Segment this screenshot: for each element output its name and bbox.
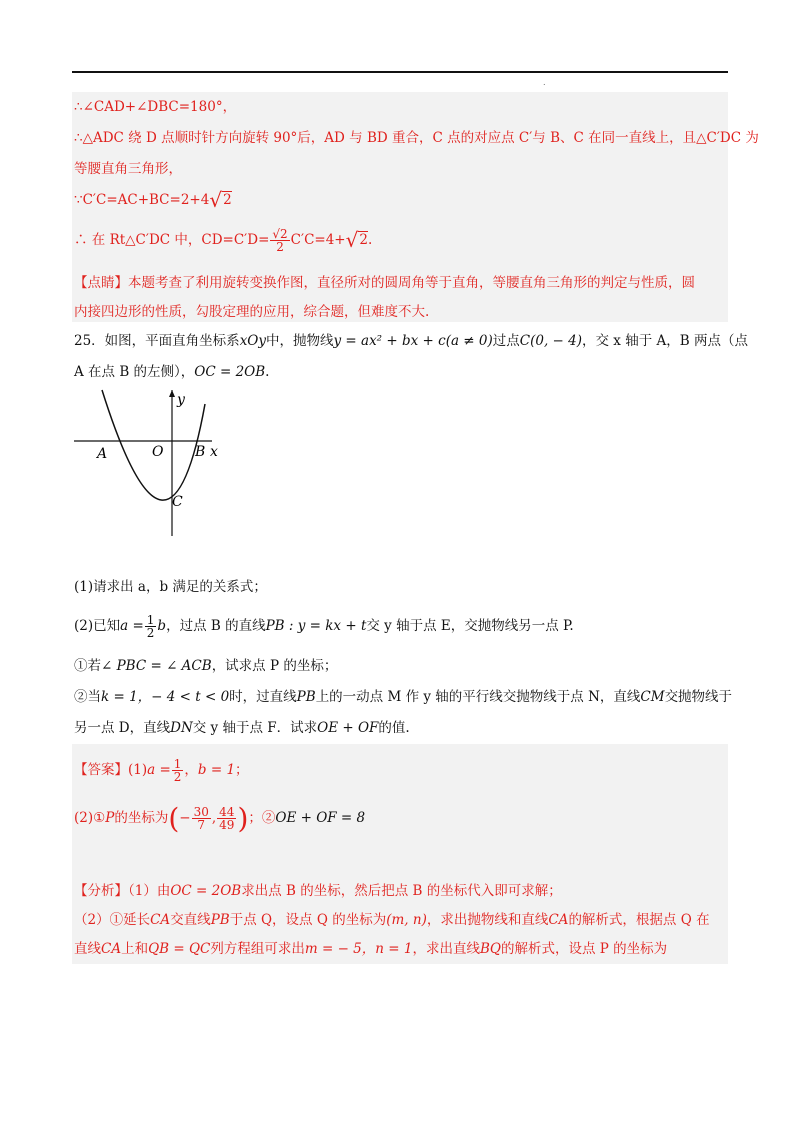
- comment-tag: 【点睛】: [74, 275, 128, 291]
- solution-text: ∴∠CAD+∠DBC=180°，: [74, 99, 237, 115]
- math: b: [157, 618, 167, 634]
- solution-line-4: [74, 189, 232, 211]
- label-o: O: [152, 444, 164, 460]
- fraction-denominator: 2: [173, 770, 182, 784]
- math: C(0, − 4): [519, 333, 582, 349]
- problem-text: .: [265, 364, 270, 380]
- label-a: A: [97, 446, 108, 462]
- math: PB: [210, 912, 230, 928]
- solution-text: ∴ 在 Rt△C′DC 中，CD=C′D=: [74, 232, 270, 248]
- fraction-numerator: 1: [146, 613, 155, 627]
- analysis-text: 上和: [121, 941, 149, 957]
- answer-line-1: [74, 758, 249, 783]
- fraction: [270, 228, 289, 253]
- solution-line-3: [74, 158, 182, 180]
- analysis-text: ，求出抛物线和直线: [426, 912, 549, 928]
- question-text: 上的一动点 M 作 y 轴的平行线交抛物线于点 N，直线: [315, 689, 641, 705]
- question-2-part-2: [74, 686, 732, 708]
- fraction-numerator: 44: [219, 805, 235, 819]
- question-text: (2)已知: [74, 618, 121, 634]
- minus-sign: −: [179, 810, 191, 826]
- solution-text: ∴△ADC 绕 D 点顺时针方向旋转 90°后，AD 与 BD 重合，C 点的对应点 C′与 B、C 在同一直线上，且△C′DC 为: [74, 130, 759, 146]
- math: b = 1: [197, 762, 236, 778]
- question-text: 的值.: [378, 720, 410, 736]
- answer-text: 的坐标为: [114, 810, 169, 826]
- comment-text: 内接四边形的性质，勾股定理的应用，综合题，但难度不大.: [74, 304, 430, 320]
- question-text: 交抛物线于: [664, 689, 733, 705]
- sqrt-sign: √: [209, 188, 223, 212]
- math: a =: [120, 618, 144, 634]
- solution-line-2: [74, 127, 759, 149]
- math: OC = 2OB: [170, 883, 242, 899]
- problem-text: A 在点 B 的左侧），: [74, 364, 195, 380]
- analysis-text: ，求出直线: [412, 941, 480, 957]
- math: xOy: [239, 333, 266, 349]
- fraction-denominator: 7: [197, 818, 206, 832]
- solution-line-1: [74, 96, 236, 118]
- analysis-text: 求出点 B 的坐标，然后把点 B 的坐标代入即可求解；: [241, 883, 562, 899]
- math: k = 1，− 4 < t < 0: [101, 689, 230, 705]
- math: BQ: [479, 941, 501, 957]
- label-x: x: [210, 444, 218, 460]
- comma: ,: [211, 810, 217, 826]
- sqrt-radicand: 2: [223, 192, 232, 208]
- label-y: y: [177, 392, 185, 408]
- question-text: ②当: [74, 689, 101, 705]
- fraction: [217, 806, 236, 831]
- math: QB = QC: [148, 941, 211, 957]
- question-text: 另一点 D，直线: [74, 720, 171, 736]
- fraction: [172, 758, 184, 783]
- analysis-text: （1）由: [128, 883, 171, 899]
- comment-text: 本题考查了利用旋转变换作图，直径所对的圆周角等于直角，等腰直角三角形的判定与性质，圆: [128, 275, 695, 291]
- header-mark: .: [543, 78, 546, 87]
- comment-line-2: [74, 301, 429, 323]
- y-axis-arrow: [169, 390, 175, 397]
- analysis-text: 的解析式，根据点 Q 在: [568, 912, 710, 928]
- answer-line-2: [74, 802, 366, 835]
- fraction: [145, 614, 157, 639]
- math: CA: [548, 912, 569, 928]
- answer-text: (2)①: [74, 810, 106, 826]
- question-2-part-1: [74, 655, 337, 677]
- problem-text: 25．如图，平面直角坐标系: [74, 333, 240, 349]
- fraction-numerator: √2: [272, 227, 288, 241]
- problem-text: 过点: [492, 333, 520, 349]
- analysis-text: 于点 Q，设点 Q 的坐标为: [229, 912, 387, 928]
- analysis-tag: 【分析】: [74, 883, 128, 899]
- header-rule: [72, 71, 728, 73]
- analysis-text: 交直线: [170, 912, 211, 928]
- problem-text: ，交 x 轴于 A，B 两点（点: [582, 333, 748, 349]
- fraction-denominator: 49: [219, 818, 235, 832]
- parabola-figure: [72, 388, 232, 538]
- math: DN: [170, 720, 193, 736]
- analysis-text: （2）①延长: [74, 912, 151, 928]
- math: OE + OF: [317, 720, 379, 736]
- solution-text: 等腰直角三角形，: [74, 161, 182, 177]
- analysis-line-2: [74, 909, 710, 931]
- math: PB : y = kx + t: [265, 618, 367, 634]
- answer-tag: 【答案】: [74, 762, 128, 778]
- problem-line-1: [74, 330, 748, 352]
- answer-text: ，: [184, 762, 198, 778]
- math: CA: [150, 912, 171, 928]
- fraction-denominator: 2: [276, 240, 284, 254]
- math: OC = 2OB: [194, 364, 266, 380]
- question-text: 交 y 轴于点 E，交抛物线另一点 P.: [366, 618, 574, 634]
- answer-text: ；②: [248, 810, 276, 826]
- analysis-text: 的解析式，设点 P 的坐标为: [500, 941, 668, 957]
- question-text: 交 y 轴于点 F．试求: [192, 720, 318, 736]
- math: CM: [640, 689, 665, 705]
- solution-line-5: [74, 228, 372, 253]
- comment-line-1: [74, 272, 695, 294]
- analysis-text: 列方程组可求出: [210, 941, 305, 957]
- fraction-numerator: 30: [193, 805, 209, 819]
- fraction: [192, 806, 211, 831]
- math: P: [105, 810, 115, 826]
- fraction-numerator: 1: [173, 757, 182, 771]
- sqrt-sign: √: [345, 228, 359, 252]
- paren-open: (: [168, 802, 180, 835]
- analysis-text: 直线: [74, 941, 101, 957]
- solution-text: .: [367, 232, 373, 248]
- question-text: ，试求点 P 的坐标；: [211, 658, 338, 674]
- analysis-line-1: [74, 880, 562, 902]
- problem-text: 中，抛物线: [266, 333, 334, 349]
- fraction-denominator: 2: [146, 626, 155, 640]
- math: OE + OF = 8: [275, 810, 366, 826]
- question-text: 时，过直线: [229, 689, 297, 705]
- label-c: C: [172, 494, 183, 510]
- question-text: (1)请求出 a，b 满足的关系式；: [74, 579, 267, 595]
- question-2-part-2-cont: [74, 717, 410, 739]
- label-b: B: [195, 444, 206, 460]
- solution-text: ∵C′C=AC+BC=2+4: [74, 192, 210, 208]
- problem-line-2: [74, 361, 269, 383]
- analysis-line-3: [74, 938, 667, 960]
- paren-close: ): [237, 802, 249, 835]
- math: CA: [101, 941, 122, 957]
- answer-text: ；: [235, 762, 249, 778]
- math: m = − 5，n = 1: [304, 941, 413, 957]
- sqrt-radicand: 2: [359, 232, 368, 248]
- solution-text: C′C=4+: [290, 232, 346, 248]
- math: a =: [147, 762, 171, 778]
- math: y = ax² + bx + c(a ≠ 0): [333, 333, 493, 349]
- answer-text: (1): [128, 762, 148, 778]
- question-text: ，过点 B 的直线: [166, 618, 266, 634]
- math: (m, n): [386, 912, 427, 928]
- question-text: ①若: [74, 658, 101, 674]
- question-2: [74, 614, 574, 639]
- math: ∠ PBC = ∠ ACB: [101, 658, 212, 674]
- math: PB: [296, 689, 316, 705]
- question-1: [74, 576, 267, 598]
